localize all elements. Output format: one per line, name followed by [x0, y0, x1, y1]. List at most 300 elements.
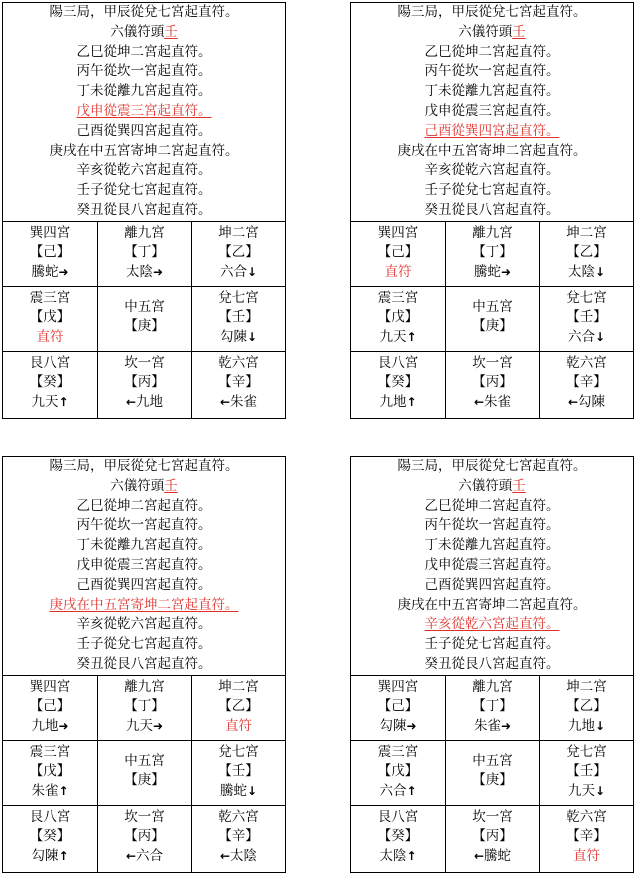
deity-line [192, 328, 285, 348]
heavenly-stem: 【戊】 [29, 763, 71, 780]
palace-cell [3, 222, 98, 287]
palace-name: 離九宮 [472, 678, 513, 695]
direction-arrow-icon: ↓ [246, 329, 258, 344]
rule-line [351, 43, 633, 63]
palace-cell [98, 352, 192, 418]
rule-text: 癸丑從艮八宮起直符。 [424, 201, 560, 218]
direction-arrow-icon: ➜ [58, 718, 69, 733]
deity-name: 朱雀 [31, 782, 59, 799]
rule-text: 乙巳從坤二宮起直符。 [424, 43, 560, 60]
rule-line [3, 201, 285, 221]
heavenly-stem: 【戊】 [29, 309, 71, 326]
rule-line [3, 82, 285, 102]
direction-arrow-icon: ← [219, 848, 231, 863]
rule-line [3, 161, 285, 181]
deity-line [98, 847, 191, 867]
heavenly-stem: 【丁】 [472, 698, 513, 715]
direction-arrow-icon: ↓ [594, 783, 606, 798]
liuyi-value: 壬 [512, 477, 526, 494]
palace-name: 坤二宮 [218, 678, 259, 695]
palace-cell [446, 806, 540, 872]
heavenly-stem: 【辛】 [566, 374, 607, 391]
rule-lines [3, 497, 285, 675]
direction-arrow-icon: ↑ [406, 329, 417, 344]
heavenly-stem: 【丙】 [472, 374, 513, 391]
heavenly-stem: 【癸】 [29, 828, 71, 845]
heavenly-stem: 【己】 [29, 698, 71, 715]
heavenly-stem: 【庚】 [124, 772, 165, 789]
heavenly-stem: 【乙】 [218, 698, 259, 715]
nine-palace-grid [3, 675, 285, 872]
palace-cell [98, 222, 192, 287]
palace-name: 艮八宮 [377, 354, 419, 371]
deity-name: 直符 [225, 717, 252, 734]
palace-name: 巽四宮 [29, 224, 71, 241]
palace-name: 坎一宮 [124, 808, 165, 825]
heavenly-stem: 【癸】 [377, 828, 419, 845]
palace-name: 中五宮 [472, 298, 513, 315]
deity-name: 六合 [219, 263, 247, 280]
deity-name: 九地 [379, 393, 407, 410]
deity-line [192, 782, 285, 802]
deity-name: 九天 [567, 782, 595, 799]
rule-text-block [3, 3, 285, 221]
liuyi-value: 壬 [164, 477, 178, 494]
palace-name: 中五宮 [124, 752, 165, 769]
highlighted-rule-text: 己酉從巽四宮起直符。 [424, 122, 560, 139]
palace-cell [98, 676, 192, 741]
deity-name: 勾陳 [31, 847, 59, 864]
palace-cell [351, 676, 446, 741]
deity-name: 六合 [136, 847, 164, 864]
deity-name: 九地 [136, 393, 164, 410]
nine-palace-grid [351, 675, 633, 872]
deity-name: 九天 [31, 393, 59, 410]
palace-cell [3, 806, 98, 872]
nine-palace-grid [351, 221, 633, 418]
palace-name: 坎一宮 [124, 354, 165, 371]
rule-text: 庚戌在中五宮寄坤二宮起直符。 [397, 142, 587, 159]
rule-lines [3, 43, 285, 221]
palace-cell [3, 287, 98, 352]
heavenly-stem: 【壬】 [566, 763, 607, 780]
direction-arrow-icon: ➜ [500, 264, 512, 279]
deity-name: 直符 [36, 328, 64, 345]
palace-cell [446, 222, 540, 287]
direction-arrow-icon: ↑ [58, 394, 69, 409]
panel-header-line [351, 457, 633, 477]
highlighted-rule-text: 庚戌在中五宮寄坤二宮起直符。 [49, 596, 239, 613]
heavenly-stem: 【丙】 [124, 374, 165, 391]
palace-name: 震三宮 [377, 743, 419, 760]
palace-name: 巽四宮 [377, 678, 419, 695]
rule-line [351, 655, 633, 675]
heavenly-stem: 【庚】 [472, 318, 513, 335]
direction-arrow-icon: ↑ [406, 783, 417, 798]
deity-name: 勾陳 [578, 393, 606, 410]
rule-line [351, 536, 633, 556]
heavenly-stem: 【辛】 [218, 828, 259, 845]
rule-line [351, 635, 633, 655]
rule-text: 辛亥從乾六宮起直符。 [424, 162, 560, 179]
heavenly-stem: 【庚】 [124, 318, 165, 335]
direction-arrow-icon: ↓ [246, 783, 258, 798]
palace-name: 坤二宮 [566, 678, 607, 695]
panel-header-line [351, 3, 633, 23]
heavenly-stem: 【庚】 [472, 772, 513, 789]
rule-text: 己酉從巽四宮起直符。 [424, 576, 560, 593]
rule-line [351, 556, 633, 576]
palace-cell [540, 222, 633, 287]
palace-cell [3, 741, 98, 806]
deity-line [3, 717, 97, 737]
rule-text: 壬子從兌七宮起直符。 [76, 182, 212, 199]
rule-line [3, 576, 285, 596]
direction-arrow-icon: ➜ [500, 718, 512, 733]
heavenly-stem: 【丁】 [472, 244, 513, 261]
rule-text: 辛亥從乾六宮起直符。 [76, 616, 212, 633]
deity-line [540, 393, 633, 413]
palace-cell [540, 806, 633, 872]
palace-name: 艮八宮 [29, 808, 71, 825]
palace-name: 坎一宮 [472, 808, 513, 825]
deity-name: 直符 [573, 847, 600, 864]
rule-text: 戊申從震三宮起直符。 [424, 556, 560, 573]
direction-arrow-icon: ↓ [594, 718, 606, 733]
direction-arrow-icon: ↑ [58, 783, 69, 798]
palace-name: 兌七宮 [218, 743, 259, 760]
rule-text: 丁未從離九宮起直符。 [76, 537, 212, 554]
rule-line [3, 43, 285, 63]
zhifu-marker [3, 328, 97, 348]
palace-name: 乾六宮 [218, 354, 259, 371]
zhifu-marker [192, 717, 285, 737]
direction-arrow-icon: ← [125, 848, 137, 863]
panel-header-line [3, 457, 285, 477]
rule-text: 乙巳從坤二宮起直符。 [424, 497, 560, 514]
rule-text: 乙巳從坤二宮起直符。 [76, 43, 212, 60]
deity-name: 勾陳 [379, 717, 407, 734]
palace-name: 震三宮 [29, 743, 71, 760]
deity-name: 九天 [379, 328, 407, 345]
rule-text: 丙午從坎一宮起直符。 [424, 517, 560, 534]
palace-cell [446, 352, 540, 418]
deity-name: 直符 [384, 263, 412, 280]
rule-line [351, 102, 633, 122]
palace-cell [192, 676, 285, 741]
deity-name: 太陰 [125, 263, 153, 280]
palace-name: 乾六宮 [566, 354, 607, 371]
palace-name: 巽四宮 [29, 678, 71, 695]
liuyi-line [3, 477, 285, 497]
rule-text: 己酉從巽四宮起直符。 [76, 122, 212, 139]
deity-line [98, 263, 191, 283]
qimen-chart-panel-2 [350, 2, 634, 419]
deity-name: 六合 [567, 328, 595, 345]
heavenly-stem: 【丁】 [124, 244, 165, 261]
deity-line [351, 717, 445, 737]
palace-name: 乾六宮 [218, 808, 259, 825]
palace-name: 艮八宮 [377, 808, 419, 825]
palace-cell [98, 287, 192, 352]
direction-arrow-icon: ➜ [58, 264, 69, 279]
deity-line [446, 717, 539, 737]
rule-line [3, 536, 285, 556]
deity-name: 九地 [567, 717, 595, 734]
deity-line [540, 717, 633, 737]
deity-line [351, 393, 445, 413]
rule-line [3, 615, 285, 635]
rule-line [351, 576, 633, 596]
rule-lines [351, 497, 633, 675]
direction-arrow-icon: ➜ [152, 718, 164, 733]
heavenly-stem: 【壬】 [218, 763, 259, 780]
liuyi-label: 六儀符頭 [458, 23, 513, 40]
deity-line [446, 263, 539, 283]
direction-arrow-icon: ↓ [594, 264, 606, 279]
direction-arrow-icon: ➜ [406, 718, 417, 733]
direction-arrow-icon: ↑ [58, 848, 69, 863]
palace-cell [351, 352, 446, 418]
palace-cell [192, 222, 285, 287]
rule-line [351, 516, 633, 536]
deity-line [98, 717, 191, 737]
palace-cell [192, 287, 285, 352]
rule-text: 壬子從兌七宮起直符。 [424, 636, 560, 653]
palace-name: 坤二宮 [566, 224, 607, 241]
rule-text: 壬子從兌七宮起直符。 [76, 636, 212, 653]
rule-lines [351, 43, 633, 221]
zhifu-marker [540, 847, 633, 867]
palace-cell [192, 806, 285, 872]
palace-cell [446, 741, 540, 806]
highlighted-rule-text: 辛亥從乾六宮起直符。 [424, 616, 560, 633]
deity-name: 太陰 [567, 263, 595, 280]
deity-name: 朱雀 [230, 393, 258, 410]
heavenly-stem: 【乙】 [566, 698, 607, 715]
palace-cell [446, 676, 540, 741]
deity-name: 太陰 [230, 847, 258, 864]
palace-name: 坎一宮 [472, 354, 513, 371]
palace-cell [446, 287, 540, 352]
heavenly-stem: 【癸】 [377, 374, 419, 391]
palace-name: 震三宮 [29, 289, 71, 306]
deity-line [446, 393, 539, 413]
rule-line [351, 161, 633, 181]
deity-name: 朱雀 [473, 717, 501, 734]
rule-line [3, 635, 285, 655]
rule-text: 癸丑從艮八宮起直符。 [76, 655, 212, 672]
palace-cell [98, 806, 192, 872]
direction-arrow-icon: ↓ [594, 329, 606, 344]
panel-header: 陽三局，甲辰從兌七宮起直符。 [49, 4, 239, 20]
rule-text: 丁未從離九宮起直符。 [424, 83, 560, 100]
deity-name: 勾陳 [219, 328, 247, 345]
liuyi-value: 壬 [164, 23, 178, 40]
palace-cell [540, 287, 633, 352]
liuyi-label: 六儀符頭 [110, 477, 165, 494]
rule-text: 丙午從坎一宮起直符。 [76, 63, 212, 80]
rule-text-block [351, 457, 633, 675]
panel-header-line [3, 3, 285, 23]
palace-cell [192, 352, 285, 418]
palace-name: 中五宮 [124, 298, 165, 315]
heavenly-stem: 【丁】 [124, 698, 165, 715]
rule-text: 乙巳從坤二宮起直符。 [76, 497, 212, 514]
deity-line [540, 263, 633, 283]
rule-line [351, 142, 633, 162]
palace-name: 離九宮 [124, 678, 165, 695]
rule-text: 戊申從震三宮起直符。 [424, 102, 560, 119]
palace-cell [351, 222, 446, 287]
liuyi-line [351, 23, 633, 43]
liuyi-value: 壬 [512, 23, 526, 40]
rule-text: 癸丑從艮八宮起直符。 [76, 201, 212, 218]
palace-cell [351, 287, 446, 352]
rule-text: 丁未從離九宮起直符。 [424, 537, 560, 554]
rule-line [3, 181, 285, 201]
deity-name: 騰蛇 [484, 847, 512, 864]
deity-name: 九地 [31, 717, 59, 734]
deity-line [446, 847, 539, 867]
deity-line [351, 847, 445, 867]
deity-line [3, 847, 97, 867]
palace-name: 震三宮 [377, 289, 419, 306]
rule-text-block [351, 3, 633, 221]
heavenly-stem: 【丙】 [472, 828, 513, 845]
rule-line [351, 122, 633, 142]
palace-name: 兌七宮 [566, 743, 607, 760]
deity-name: 九天 [125, 717, 153, 734]
liuyi-line [351, 477, 633, 497]
heavenly-stem: 【辛】 [566, 828, 607, 845]
deity-line [192, 847, 285, 867]
rule-line [3, 62, 285, 82]
heavenly-stem: 【壬】 [218, 309, 259, 326]
heavenly-stem: 【乙】 [566, 244, 607, 261]
rule-text: 庚戌在中五宮寄坤二宮起直符。 [397, 596, 587, 613]
heavenly-stem: 【戊】 [377, 309, 419, 326]
heavenly-stem: 【壬】 [566, 309, 607, 326]
palace-name: 艮八宮 [29, 354, 71, 371]
rule-line [3, 122, 285, 142]
palace-name: 離九宮 [124, 224, 165, 241]
rule-line [351, 596, 633, 616]
panel-header: 陽三局，甲辰從兌七宮起直符。 [397, 4, 587, 20]
rule-line [3, 102, 285, 122]
palace-name: 離九宮 [472, 224, 513, 241]
palace-cell [98, 741, 192, 806]
palace-name: 坤二宮 [218, 224, 259, 241]
rule-line [3, 556, 285, 576]
deity-name: 太陰 [379, 847, 407, 864]
nine-palace-grid [3, 221, 285, 418]
rule-line [3, 655, 285, 675]
rule-text: 癸丑從艮八宮起直符。 [424, 655, 560, 672]
deity-name: 騰蛇 [473, 263, 501, 280]
rule-text: 丙午從坎一宮起直符。 [76, 517, 212, 534]
direction-arrow-icon: ← [125, 394, 137, 409]
rule-line [351, 82, 633, 102]
heavenly-stem: 【戊】 [377, 763, 419, 780]
deity-line [192, 393, 285, 413]
qimen-chart-panel-4 [350, 456, 634, 873]
palace-cell [540, 352, 633, 418]
rule-line [351, 62, 633, 82]
panel-header: 陽三局，甲辰從兌七宮起直符。 [49, 458, 239, 474]
deity-name: 朱雀 [484, 393, 512, 410]
direction-arrow-icon: ← [473, 394, 485, 409]
palace-name: 乾六宮 [566, 808, 607, 825]
palace-cell [3, 676, 98, 741]
rule-text-block [3, 457, 285, 675]
rule-line [3, 596, 285, 616]
deity-line [540, 782, 633, 802]
panel-header: 陽三局，甲辰從兌七宮起直符。 [397, 458, 587, 474]
liuyi-label: 六儀符頭 [110, 23, 165, 40]
rule-text: 辛亥從乾六宮起直符。 [76, 162, 212, 179]
rule-line [351, 615, 633, 635]
direction-arrow-icon: ← [567, 394, 579, 409]
rule-line [351, 497, 633, 517]
heavenly-stem: 【乙】 [218, 244, 259, 261]
palace-name: 兌七宮 [218, 289, 259, 306]
palace-cell [540, 741, 633, 806]
rule-text: 己酉從巽四宮起直符。 [76, 576, 212, 593]
deity-line [3, 263, 97, 283]
palace-cell [192, 741, 285, 806]
heavenly-stem: 【丙】 [124, 828, 165, 845]
deity-line [351, 782, 445, 802]
rule-text: 丙午從坎一宮起直符。 [424, 63, 560, 80]
palace-cell [540, 676, 633, 741]
direction-arrow-icon: ↑ [406, 394, 417, 409]
palace-cell [3, 352, 98, 418]
palace-name: 中五宮 [472, 752, 513, 769]
palace-cell [351, 741, 446, 806]
rule-line [351, 201, 633, 221]
deity-line [351, 328, 445, 348]
deity-line [192, 263, 285, 283]
highlighted-rule-text: 戊申從震三宮起直符。 [76, 102, 212, 119]
deity-line [3, 393, 97, 413]
rule-line [3, 142, 285, 162]
rule-text: 戊申從震三宮起直符。 [76, 556, 212, 573]
rule-text: 丁未從離九宮起直符。 [76, 83, 212, 100]
rule-text: 庚戌在中五宮寄坤二宮起直符。 [49, 142, 239, 159]
deity-line [98, 393, 191, 413]
qimen-chart-panel-1 [2, 2, 286, 419]
direction-arrow-icon: ↑ [406, 848, 417, 863]
qimen-chart-panel-3 [2, 456, 286, 873]
deity-name: 騰蛇 [219, 782, 247, 799]
direction-arrow-icon: ↓ [246, 264, 258, 279]
liuyi-line [3, 23, 285, 43]
palace-name: 巽四宮 [377, 224, 419, 241]
zhifu-marker [351, 263, 445, 283]
heavenly-stem: 【辛】 [218, 374, 259, 391]
palace-name: 兌七宮 [566, 289, 607, 306]
heavenly-stem: 【己】 [29, 244, 71, 261]
heavenly-stem: 【己】 [377, 244, 419, 261]
palace-cell [351, 806, 446, 872]
rule-text: 壬子從兌七宮起直符。 [424, 182, 560, 199]
direction-arrow-icon: ← [219, 394, 231, 409]
rule-line [351, 181, 633, 201]
deity-name: 六合 [379, 782, 407, 799]
direction-arrow-icon: ← [473, 848, 485, 863]
heavenly-stem: 【己】 [377, 698, 419, 715]
